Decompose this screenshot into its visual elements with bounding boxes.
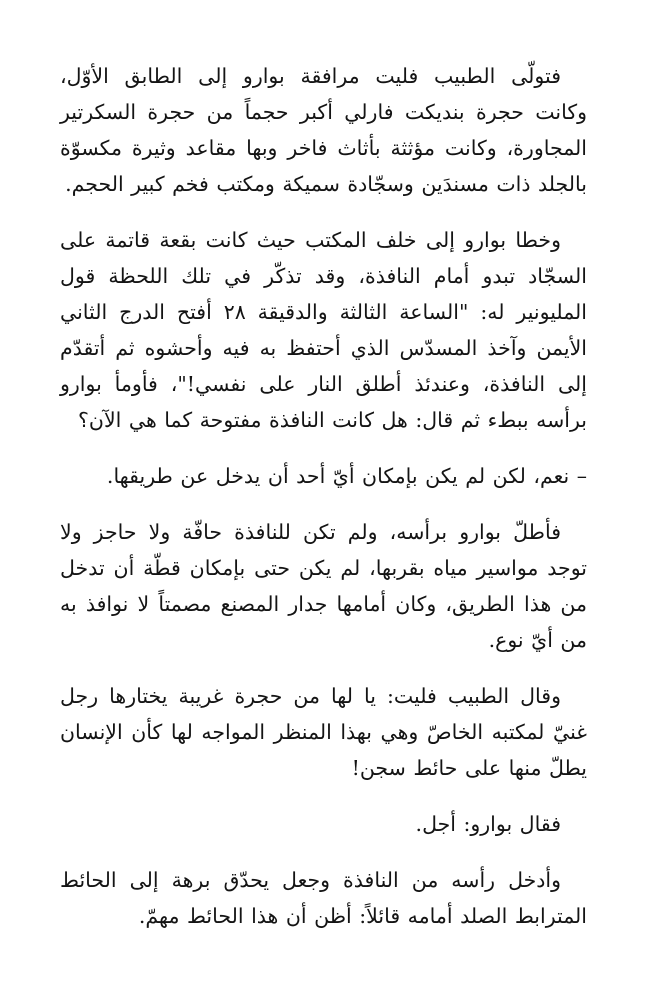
paragraph-poirot-at-window: وخطا بوارو إلى خلف المكتب حيث كانت بقعة قاتمة على السجّاد تبدو أمام النافذة، وقد تذكّر في تلك اللحظة قول المليونير له: "الساعة الثالثة والدقيقة ٢٨ أفتح الدرج الثاني الأيمن وآخذ المسدّس الذي أحتفظ به فيه وأحشوه ثم أتقدّم إلى النافذة، وعندئذ أطلق النار على نفسي!"، فأومأ بوارو برأسه ببطء ثم قال: هل كانت النافذة مفتوحة كما هي الآن؟ <box>60 228 587 432</box>
paragraph-poirot-agrees: فقال بوارو: أجل. <box>415 812 561 836</box>
paragraph-doctor-escorts-poirot: فتولّى الطبيب فليت مرافقة بوارو إلى الطابق الأوّل، وكانت حجرة بنديكت فارلي أكبر حجماً من حجرة السكرتير المجاورة، وكانت مؤثثة بأثاث فاخر وبها مقاعد وثيرة مكسوّة بالجلد ذات مسندَين وسجّادة سميكة ومكتب فخم كبير الحجم. <box>60 64 587 196</box>
paragraph-window-description: فأطلّ بوارو برأسه، ولم تكن للنافذة حافّة ولا حاجز ولا توجد مواسير مياه بقربها، لم يكن حتى بإمكان قطّة أن تدخل من هذا الطريق، وكان أمامها جدار المصنع مصمتاً لا نوافذ به من أيّ نوع. <box>60 520 587 652</box>
paragraph-doctor-remark: وقال الطبيب فليت: يا لها من حجرة غريبة يختارها رجل غنيّ لمكتبه الخاصّ وهي بهذا المنظر المواجه لها كأن الإنسان يطلّ منها على حائط سجن! <box>60 684 587 780</box>
paragraph-reply-window: – نعم، لكن لم يكن بإمكان أيّ أحد أن يدخل عن طريقها. <box>106 464 587 488</box>
paragraph-wall-important: وأدخل رأسه من النافذة وجعل يحدّق برهة إلى الحائط المترابط الصلد أمامه قائلاً: أظن أن هذا الحائط مهمّ. <box>60 868 587 928</box>
